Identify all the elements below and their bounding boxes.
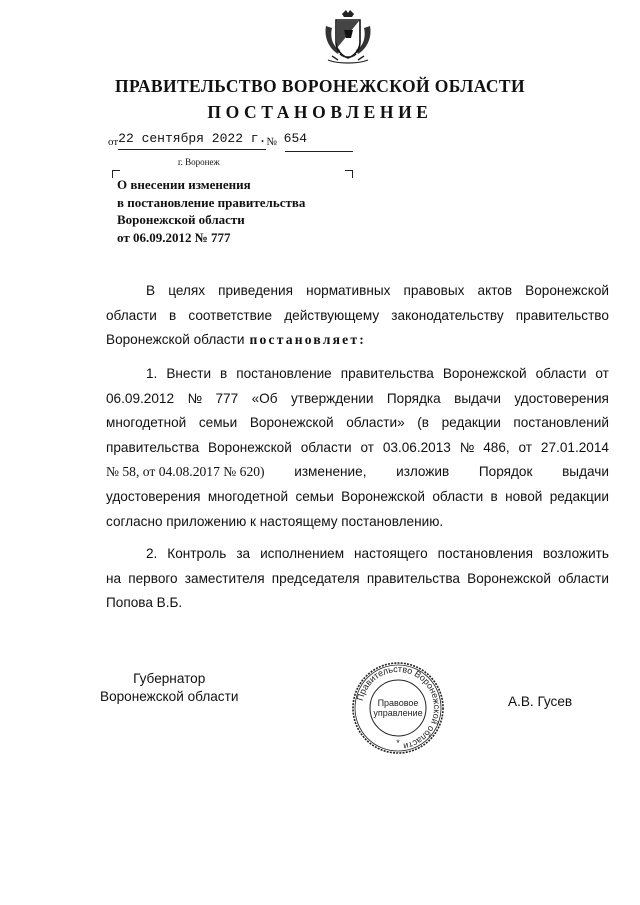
government-name: ПРАВИТЕЛЬСТВО ВОРОНЕЖСКОЙ ОБЛАСТИ (114, 76, 526, 96)
subject-line: О внесении изменения (117, 177, 251, 192)
body-line: Попова В.Б. (106, 595, 183, 611)
document-number: 654 (283, 131, 308, 146)
signer-name: А.В. Гусев (508, 694, 573, 709)
body-line: удостоверения многодетной семьи Воронежской области в новой редакции (106, 488, 609, 504)
body-line: согласно приложению к настоящему постановлению. (106, 513, 444, 529)
item-2-paragraph (106, 542, 609, 616)
date-number-line (108, 131, 308, 150)
body-line: № 58, от 04.08.2017 № 620) изменение, изложив Порядок выдачи (106, 464, 609, 480)
body-line: многодетной семьи Воронежской области» (в редакции постановлений (106, 415, 609, 431)
signer-title: Губернатор Воронежской области (100, 671, 239, 704)
body-line: области в соответствие действующему законодательству правительство (106, 307, 609, 323)
document-city: г. Воронеж (178, 157, 220, 167)
official-stamp (350, 660, 446, 756)
number-underline (285, 151, 353, 152)
body-line: Воронежской области постановляет: (106, 328, 609, 353)
body-line: на первого заместителя председателя правительства Воронежской области (106, 570, 609, 586)
stamp-ring-text: Правительство Воронежской области (354, 663, 443, 752)
subject-line: Воронежской области (117, 212, 245, 227)
body-line: правительства Воронежской области от 03.06.2013 № 486, от 27.01.2014 (106, 439, 609, 455)
body-line: В целях приведения нормативных правовых актов Воронежской (146, 283, 609, 298)
stamp-star: * (396, 738, 400, 748)
number-prefix: № (266, 136, 277, 148)
document-date: 22 сентября 2022 г. (118, 131, 267, 146)
voronezh-coat-of-arms-icon (322, 8, 374, 66)
document-type: ПОСТАНОВЛЕНИЕ (207, 102, 433, 122)
preamble-paragraph (106, 279, 609, 353)
stamp-center-line: управление (373, 708, 423, 718)
body-line: 1. Внести в постановление правительства Воронежской области от (146, 366, 609, 381)
body-line: 06.09.2012 № 777 «Об утверждении Порядка выдачи удостоверения (106, 390, 609, 406)
subject-line: в постановление правительства (117, 194, 306, 210)
decree-word: постановляет: (249, 332, 367, 348)
stamp-center-line: Правовое (377, 698, 419, 708)
subject-line: от 06.09.2012 № 777 (117, 229, 231, 245)
date-prefix: от (108, 136, 119, 148)
body-line: 2. Контроль за исполнением настоящего постановления возложить (146, 546, 609, 561)
document-subject (117, 176, 387, 246)
item-1-paragraph (106, 362, 609, 534)
